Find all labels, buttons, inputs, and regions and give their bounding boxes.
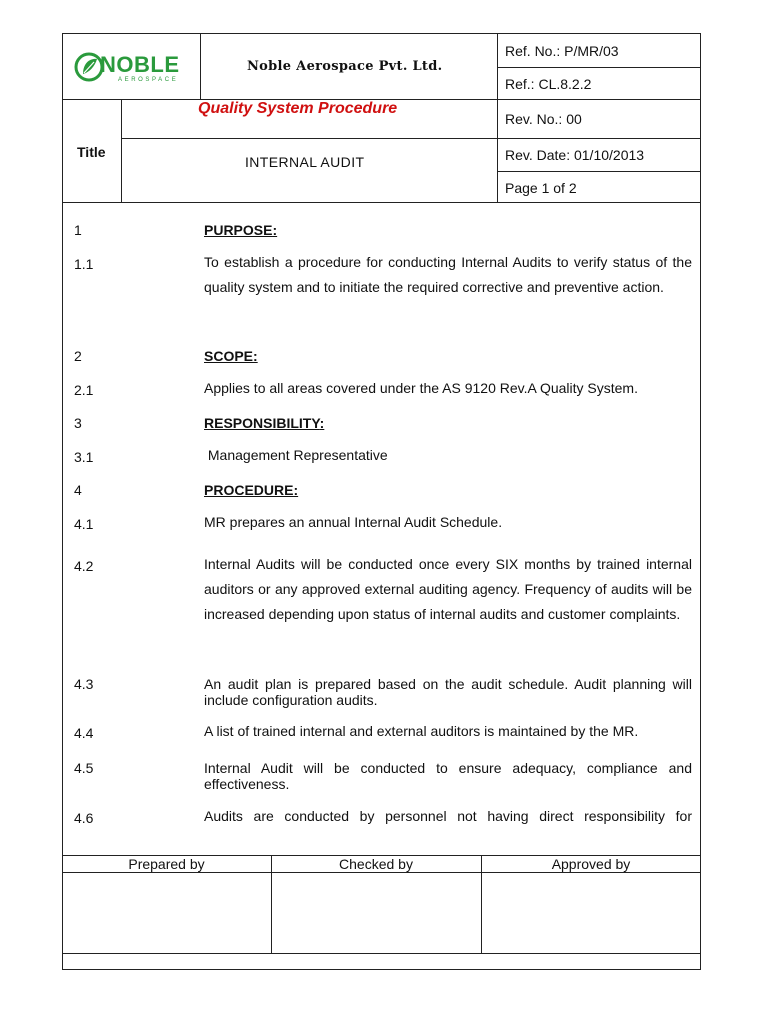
section-number: 3.1 <box>74 449 94 465</box>
title-divider <box>121 99 122 203</box>
section-number: 1.1 <box>74 256 94 272</box>
section-number: 4.6 <box>74 810 94 826</box>
section-number: 4.5 <box>74 760 94 776</box>
section-text: MR prepares an annual Internal Audit Schedule. <box>204 514 503 530</box>
document-type: Quality System Procedure <box>198 100 398 117</box>
section-heading-responsibility: RESPONSIBILITY: <box>204 415 325 431</box>
noble-logo <box>74 50 198 90</box>
section-number: 2 <box>74 348 82 364</box>
company-name: Noble Aerospace Pvt. Ltd. <box>247 59 443 74</box>
header-bottom-border <box>62 202 701 203</box>
section-number: 4.1 <box>74 516 94 532</box>
page-frame <box>62 33 701 970</box>
section-number: 3 <box>74 415 82 431</box>
title-row-line <box>121 138 497 139</box>
section-text: Internal Audit will be conducted to ensure adequacy, compliance and effectiveness. <box>204 760 692 792</box>
section-heading-purpose: PURPOSE: <box>204 222 278 238</box>
section-number: 4 <box>74 482 82 498</box>
ref-row-line <box>497 67 701 68</box>
section-number: 4.4 <box>74 725 94 741</box>
logo-subtitle: AEROSPACE <box>118 77 179 83</box>
section-number: 4.2 <box>74 558 94 574</box>
logo-word: NOBLE <box>100 52 180 77</box>
document-title: INTERNAL AUDIT <box>245 154 365 170</box>
prepared-by-label: Prepared by <box>128 856 205 872</box>
signature-bottom-border <box>62 953 701 954</box>
checked-by-label: Checked by <box>339 856 413 872</box>
section-text: To establish a procedure for conducting Internal Audits to verify status of the quality system and to initiate the required corrective and preventive action. <box>204 254 692 295</box>
ref-no: Ref. No.: P/MR/03 <box>505 43 619 59</box>
ref-clause: Ref.: CL.8.2.2 <box>505 76 592 92</box>
section-heading-scope: SCOPE: <box>204 348 258 364</box>
section-number: 1 <box>74 222 82 238</box>
rev-no: Rev. No.: 00 <box>505 111 582 127</box>
rev-date: Rev. Date: 01/10/2013 <box>505 147 645 163</box>
page-number: Page 1 of 2 <box>505 180 577 196</box>
title-label: Title <box>77 144 106 160</box>
section-text: Audits are conducted by personnel not having direct responsibility for <box>204 808 692 824</box>
logo-divider <box>200 33 201 100</box>
section-text: A list of trained internal and external auditors is maintained by the MR. <box>204 723 639 739</box>
approved-by-label: Approved by <box>551 856 631 872</box>
section-heading-procedure: PROCEDURE: <box>204 482 299 498</box>
date-row-line <box>497 171 701 172</box>
ref-divider <box>497 33 498 203</box>
section-text: Management Representative <box>204 447 388 463</box>
rev-row-line <box>497 138 701 139</box>
section-text: An audit plan is prepared based on the audit schedule. Audit planning will include configuration audits. <box>204 676 692 708</box>
signature-header-line <box>62 872 701 873</box>
section-text: Internal Audits will be conducted once every SIX months by trained internal auditors or any approved external auditing agency. Frequency of audits will be increased depending upon status of internal audits and customer complaints. <box>204 556 692 622</box>
section-number: 2.1 <box>74 382 94 398</box>
section-number: 4.3 <box>74 676 94 692</box>
section-text: Applies to all areas covered under the AS 9120 Rev.A Quality System. <box>204 380 638 396</box>
